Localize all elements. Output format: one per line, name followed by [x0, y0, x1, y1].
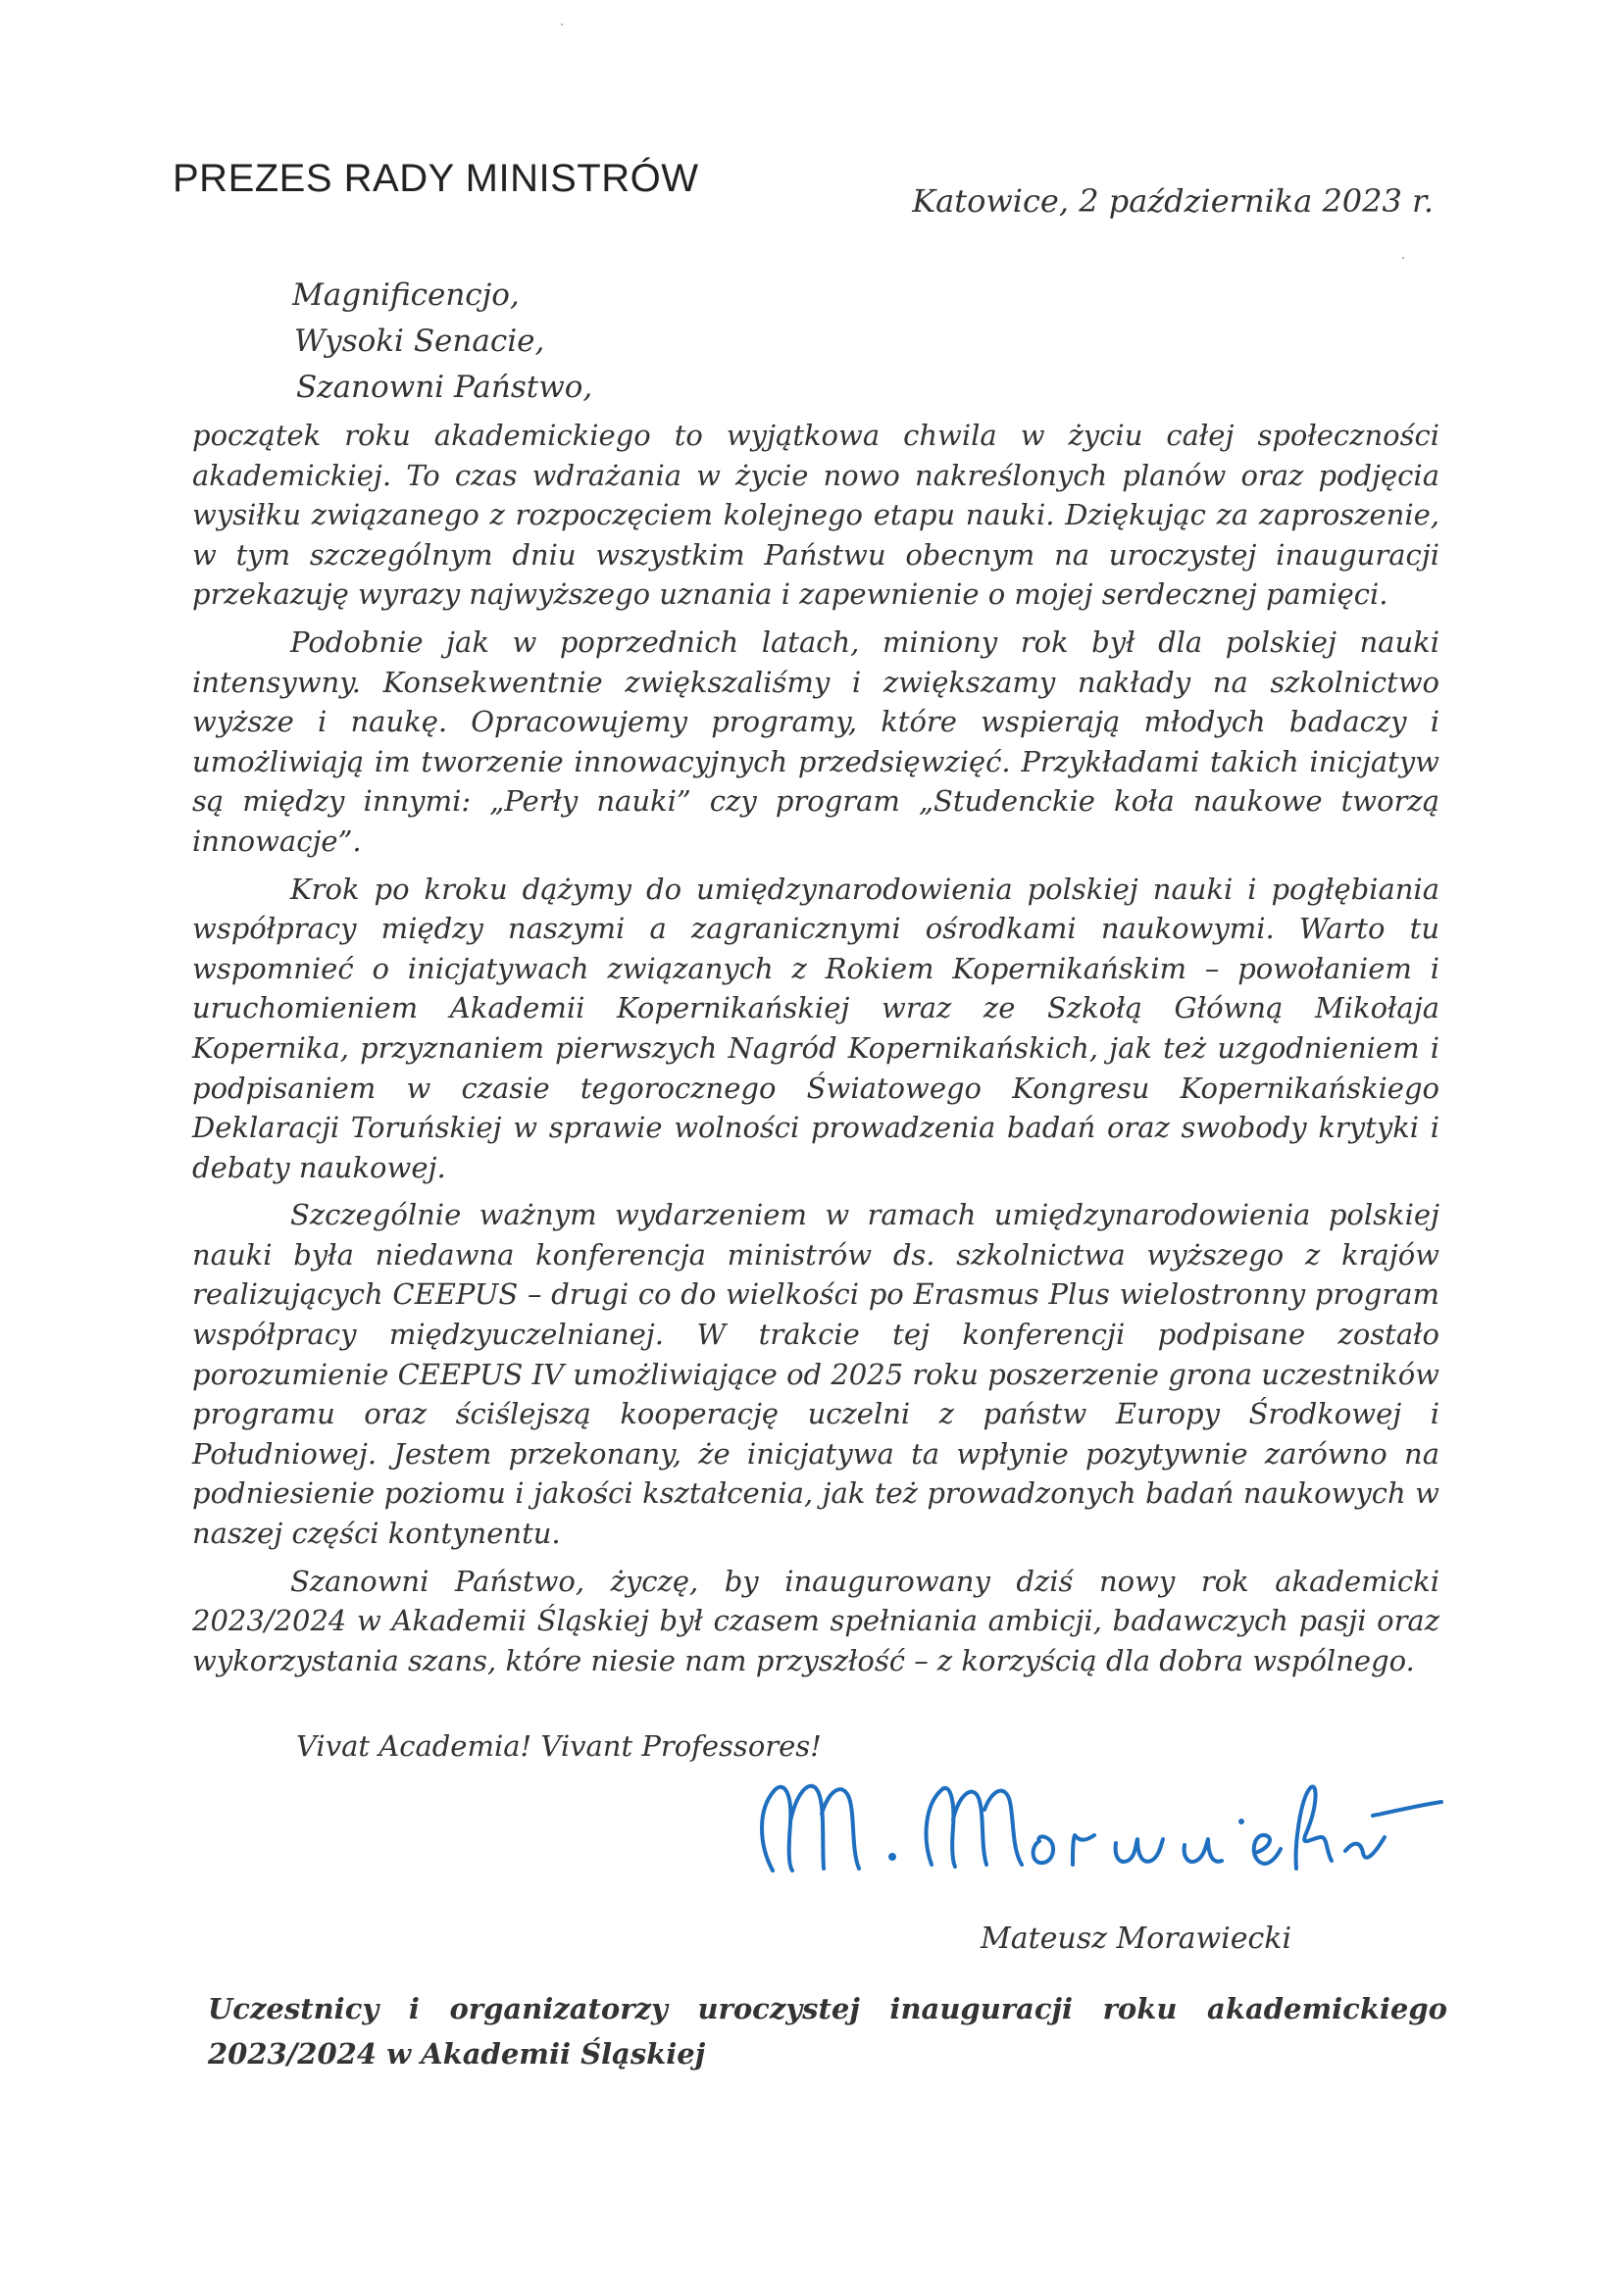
recipient-line: Uczestnicy i organizatorzy uroczystej inauguracji roku akademickiego 2023/2024 w Akademii Śląskiej [208, 1992, 1447, 2071]
body-paragraph: Podobnie jak w poprzednich latach, miniony rok był dla polskiej nauki intensywny. Konsekwentnie zwiększaliśmy i zwiększamy nakłady na szkolnictwo wyższe i naukę. Opracowujemy programy, które wspierają młodych badaczy i umożliwiają im tworzenie innowacyjnych przedsięwzięć. Przykładami takich inicjatyw są między innymi: „Perły nauki” czy program „Studenckie koła naukowe tworzą innowacje”. [192, 624, 1439, 858]
body-paragraph: początek roku akademickiego to wyjątkowa chwila w życiu całej społeczności akademickiej. To czas wdrażania w życie nowo nakreślonych planów oraz podjęcia wysiłku związanego z rozpoczęciem kolejnego etapu nauki. Dziękując za zaproszenie, w tym szczególnym dniu wszystkim Państwu obecnym na uroczystej inauguracji przekazuję wyrazy najwyższego uznania i zapewnienie o mojej serdecznej pamięci. [192, 419, 1439, 612]
salutation [292, 273, 592, 411]
place-date: Katowice, 2 października 2023 r. [912, 182, 1434, 220]
salutation-line: Szanowni Państwo, [296, 370, 593, 405]
letter-body [192, 416, 1439, 1680]
salutation-line: Magnificencjo, [292, 277, 520, 313]
body-paragraph: Krok po kroku dążymy do umiędzynarodowienia polskiej nauki i pogłębiania współpracy między naszymi a zagranicznymi ośrodkami naukowymi. Warto tu wspomnieć o inicjatywach związanych z Rokiem Kopernikańskim – powołaniem i uruchomieniem Akademii Kopernikańskiej wraz ze Szkołą Główną Mikołaja Kopernika, przyznaniem pierwszych Nagród Kopernikańskich, jak też uzgodnieniem i podpisaniem w czasie tegorocznego Światowego Kongresu Kopernikańskiego Deklaracji Toruńskiej w sprawie wolności prowadzenia badań oraz swobody krytyki i debaty naukowej. [192, 872, 1439, 1184]
signer-name: Mateusz Morawiecki [981, 1922, 1292, 1956]
handwritten-signature [745, 1755, 1451, 1892]
sender-title: PREZES RADY MINISTRÓW [173, 157, 699, 200]
body-paragraph: Szanowni Państwo, życzę, by inaugurowany dziś nowy rok akademicki 2023/2024 w Akademii Śląskiej był czasem spełniania ambicji, badawczych pasji oraz wykorzystania szans, które niesie nam przyszłość – z korzyścią dla dobra wspólnego. [192, 1564, 1439, 1677]
scan-speck [1402, 257, 1404, 259]
closing-line: Vivat Academia! Vivant Professores! [296, 1729, 822, 1763]
scan-speck [561, 24, 563, 25]
salutation-line: Wysoki Senacie, [294, 324, 545, 359]
body-paragraph: Szczególnie ważnym wydarzeniem w ramach umiędzynarodowienia polskiej nauki była niedawna konferencja ministrów ds. szkolnictwa wyższego z krajów realizujących CEEPUS – drugi co do wielkości po Erasmus Plus wielostronny program współpracy międzyuczelnianej. W trakcie tej konferencji podpisane zostało porozumienie CEEPUS IV umożliwiające od 2025 roku poszerzenie grona uczestników programu oraz ściślejszą kooperację uczelni z państw Europy Środkowej i Południowej. Jestem przekonany, że inicjatywa ta wpłynie pozytywnie zarówno na podniesienie poziomu i jakości kształcenia, jak też prowadzonych badań naukowych w naszej części kontynentu. [192, 1198, 1439, 1551]
